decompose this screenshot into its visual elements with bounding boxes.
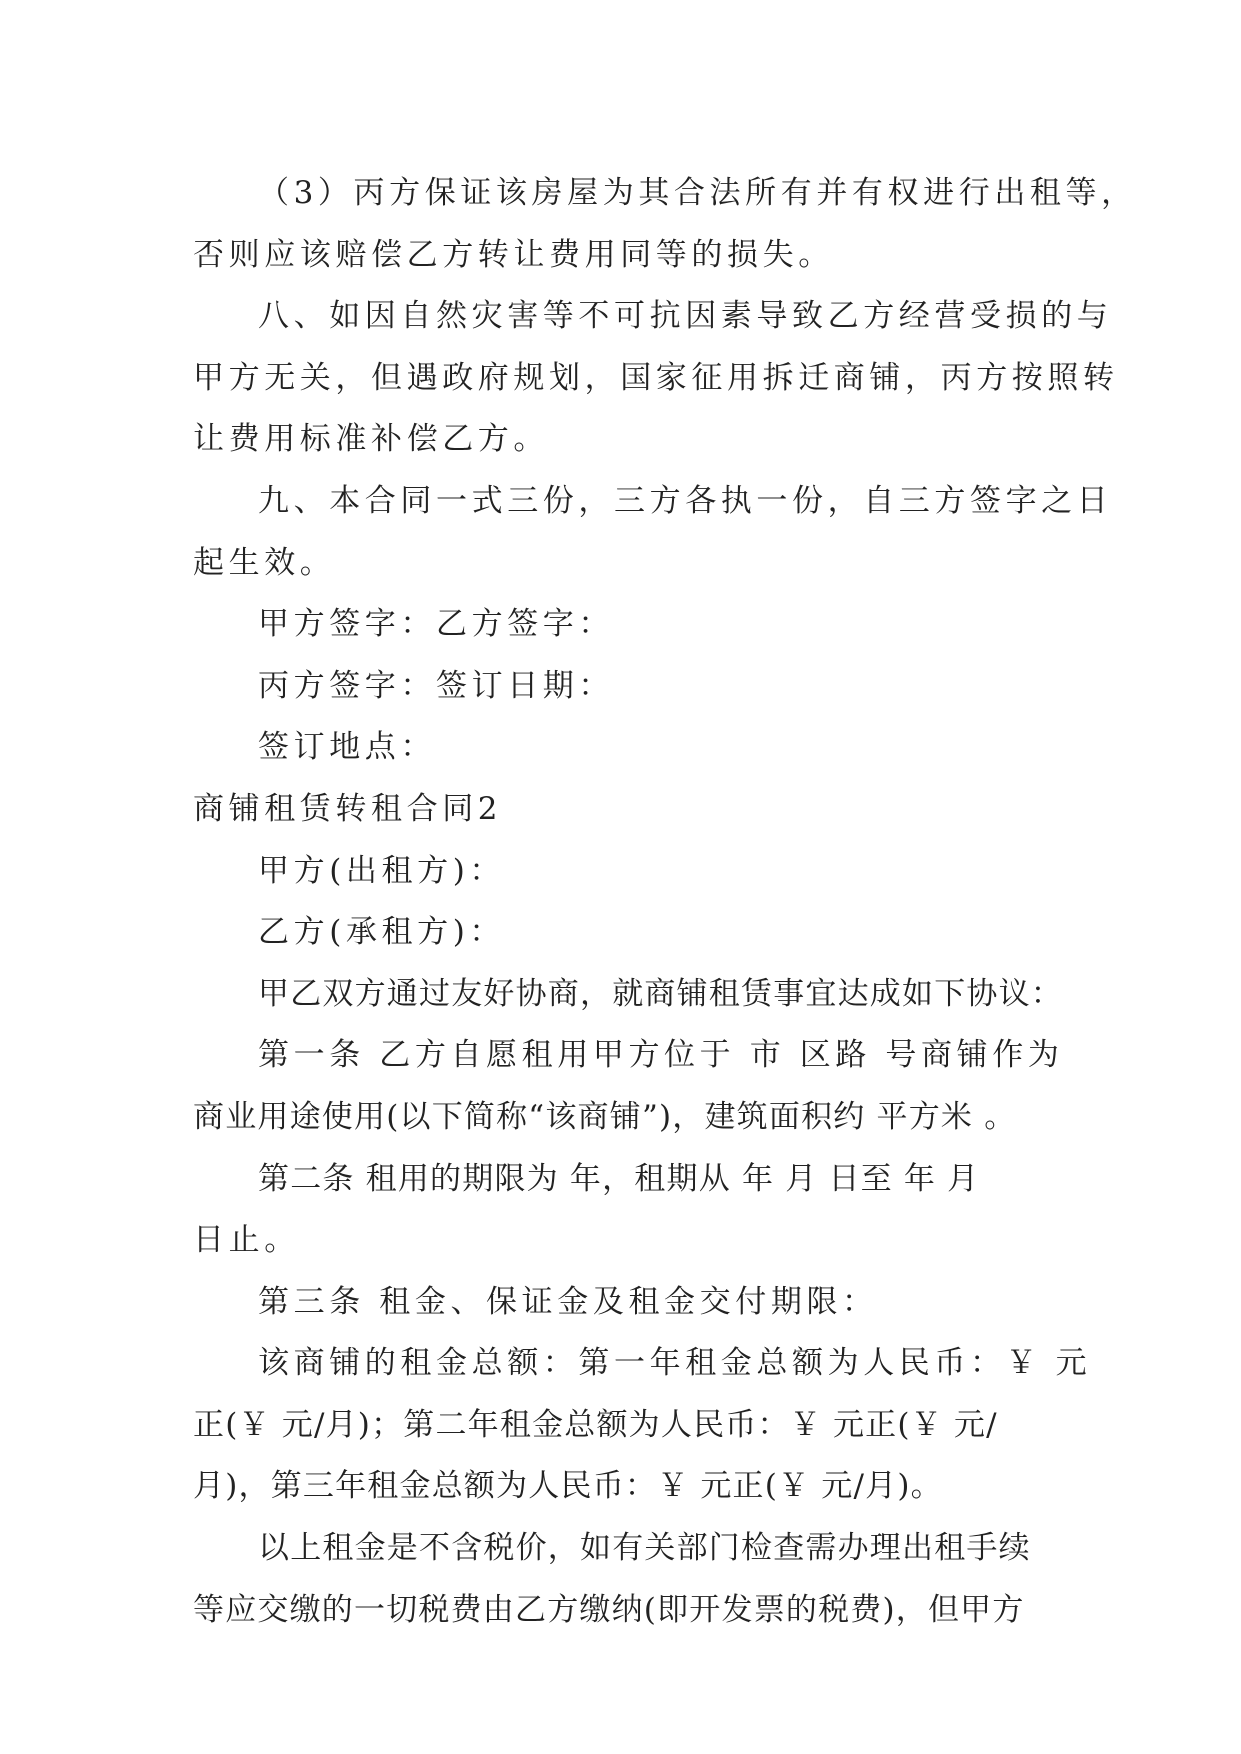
clause-7-3-line-2: 否则应该赔偿乙方转让费用同等的损失。 (193, 236, 834, 273)
rent-total-line-3: 月)，第三年租金总额为人民币：￥ 元正(￥ 元/月)。 (193, 1468, 943, 1505)
clause-8-line-1: 八、如因自然灾害等不可抗因素导致乙方经营受损的与 (258, 298, 1113, 335)
signature-party-c-date: 丙方签字：签订日期： (258, 667, 614, 704)
agreement-intro: 甲乙双方通过友好协商，就商铺租赁事宜达成如下协议： (258, 975, 1063, 1012)
signature-party-a-b: 甲方签字：乙方签字： (258, 606, 614, 643)
article-1-line-1: 第一条 乙方自愿租用甲方位于 市 区路 号商铺作为 (258, 1037, 1064, 1074)
clause-8-line-3: 让费用标准补偿乙方。 (193, 421, 549, 458)
signing-place: 签订地点： (258, 729, 436, 766)
contract-2-title: 商铺租赁转租合同2 (193, 790, 503, 827)
article-2-line-1: 第二条 租用的期限为 年，租期从 年 月 日至 年 月 (258, 1160, 980, 1197)
tax-line-1: 以上租金是不含税价，如有关部门检查需办理出租手续 (258, 1530, 1031, 1567)
document-body (193, 163, 1137, 1641)
article-1-line-2: 商业用途使用(以下简称“该商铺”)，建筑面积约 平方米 。 (193, 1098, 1017, 1135)
clause-9-line-2: 起生效。 (193, 544, 336, 581)
clause-9-line-1: 九、本合同一式三份，三方各执一份，自三方签字之日 (258, 482, 1113, 519)
article-2-line-2: 日止。 (193, 1222, 300, 1259)
article-3-heading: 第三条 租金、保证金及租金交付期限： (258, 1283, 878, 1320)
lessor-line: 甲方(出租方)： (258, 852, 505, 889)
lessee-line: 乙方(承租方)： (258, 914, 505, 951)
tax-line-2: 等应交缴的一切税费由乙方缴纳(即开发票的税费)，但甲方 (193, 1591, 1025, 1628)
rent-total-line-1: 该商铺的租金总额：第一年租金总额为人民币：￥ 元 (258, 1345, 1092, 1382)
clause-8-line-2: 甲方无关，但遇政府规划，国家征用拆迁商铺，丙方按照转 (193, 359, 1119, 396)
rent-total-line-2: 正(￥ 元/月)；第二年租金总额为人民币：￥ 元正(￥ 元/ (193, 1406, 998, 1443)
clause-7-3-line-1: （3）丙方保证该房屋为其合法所有并有权进行出租等， (258, 175, 1137, 211)
